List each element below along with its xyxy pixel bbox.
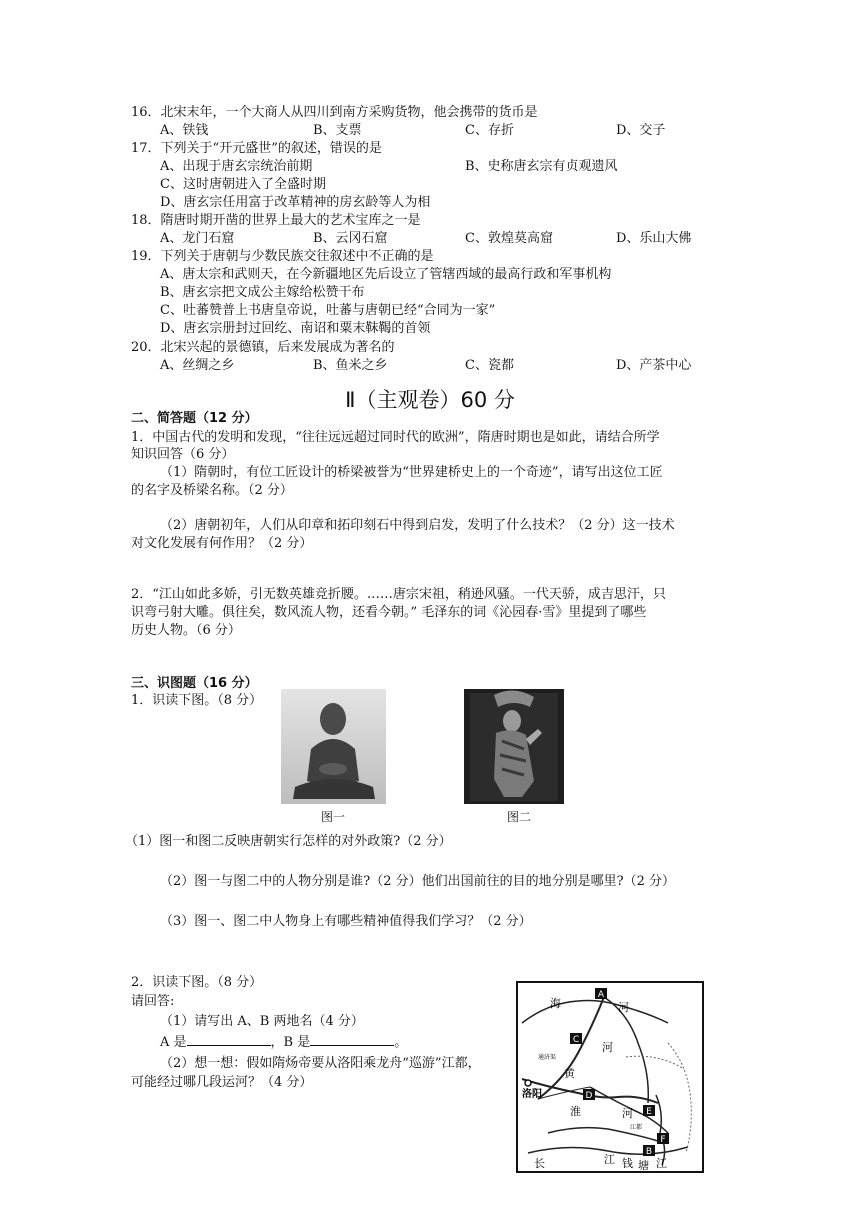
figure-one-caption: 图一 <box>321 810 346 824</box>
map-marker-b <box>643 1145 655 1157</box>
q16-option-b: B、支票 <box>313 123 362 138</box>
q16-option-d: D、交子 <box>616 123 666 138</box>
map-marker-d <box>583 1089 595 1101</box>
map-label-jiang: 江 <box>604 1153 615 1166</box>
q17-option-a: A、出现于唐玄宗统治前期 <box>160 159 313 174</box>
q19-stem: 19．下列关于唐朝与少数民族交往叙述中不正确的是 <box>131 249 434 264</box>
sa-q1-sub1-line2: 的名字及桥梁名称。（2 分） <box>131 483 293 498</box>
q20-option-c: C、瓷都 <box>465 358 514 373</box>
pq-q2-label: 2．识读下图。（8 分） <box>131 975 263 990</box>
map-label-tang: 塘 <box>638 1159 649 1171</box>
map-label-jiang2: 江 <box>656 1157 667 1170</box>
q18-option-d: D、乐山大佛 <box>616 231 692 246</box>
pq-q2-sub2-line1: （2）想一想：假如隋炀帝要从洛阳乘龙舟“巡游”江都， <box>160 1056 481 1071</box>
blank-a[interactable] <box>187 1033 271 1046</box>
map-label-huai: 淮 <box>570 1105 581 1118</box>
pq-q1-label: 1．识读下图。（8 分） <box>131 693 263 708</box>
q19-option-a: A、唐太宗和武则天，在今新疆地区先后设立了管辖西域的最高行政和军事机构 <box>160 267 612 282</box>
map-marker-e <box>643 1105 655 1117</box>
q17-option-d: D、唐玄宗任用富于改革精神的房玄龄等人为相 <box>160 195 431 210</box>
q19-option-d: D、唐玄宗册封过回纥、南诏和粟末靺鞨的首领 <box>160 321 431 336</box>
q18-option-b: B、云冈石窟 <box>313 231 388 246</box>
map-label-chang: 长 <box>534 1157 545 1170</box>
blank-end: 。 <box>394 1035 408 1050</box>
pq-q1-sub1: （1）图一和图二反映唐朝实行怎样的对外政策?（2 分） <box>125 834 452 849</box>
q20-option-d: D、产茶中心 <box>616 358 692 373</box>
q17-stem: 17．下列关于“开元盛世”的叙述，错误的是 <box>131 141 382 156</box>
sa-q1-line2: 知识回答（6 分） <box>131 447 235 462</box>
q18-option-a: A、龙门石窟 <box>160 231 235 246</box>
sa-q1-sub2-line2: 对文化发展有何作用？（2 分） <box>131 536 313 551</box>
svg-text:F: F <box>660 1135 666 1145</box>
map-label-he3: 河 <box>622 1107 633 1120</box>
map-label-huang: 黄 <box>564 1067 575 1080</box>
pq-q1-sub3: （3）图一、图二中人物身上有哪些精神值得我们学习？（2 分） <box>160 914 532 929</box>
q18-option-c: C、敦煌莫高窟 <box>465 231 553 246</box>
map-label-qian: 钱 <box>622 1157 633 1170</box>
q17-option-b: B、史称唐玄宗有贞观遗风 <box>465 159 618 174</box>
q19-option-b: B、唐玄宗把文成公主嫁给松赞干布 <box>160 285 365 300</box>
map-label-hai: 海 <box>550 997 561 1010</box>
pq-q2-prompt: 请回答: <box>131 994 175 1009</box>
map-label-jiangdu: 江都 <box>630 1124 643 1131</box>
map-label-he2: 河 <box>602 1041 613 1054</box>
picture-heading: 三、识图题（16 分） <box>131 676 258 691</box>
figure-two-image <box>464 689 564 804</box>
blank-b-label: ，B 是 <box>270 1035 311 1050</box>
blank-a-label: A 是 <box>160 1035 187 1050</box>
blank-b[interactable] <box>310 1033 394 1046</box>
figure-two-caption: 图二 <box>507 810 532 824</box>
q16-stem: 16．北宋末年，一个大商人从四川到南方采购货物，他会携带的货币是 <box>131 105 538 120</box>
sa-q2-line3: 历史人物。（6 分） <box>131 623 241 638</box>
sa-q1-line1: 1．中国古代的发明和发现，“往往远远超过同时代的欧洲”，隋唐时期也是如此，请结合所学 <box>131 430 660 445</box>
sa-q1-sub1-line1: （1）隋朝时，有位工匠设计的桥梁被誉为“世界建桥史上的一个奇迹”，请写出这位工匠 <box>160 465 663 480</box>
q16-option-c: C、存折 <box>465 123 514 138</box>
pq-q2-sub1: （1）请写出 A、B 两地名（4 分） <box>160 1014 364 1029</box>
svg-text:B: B <box>645 1147 653 1157</box>
q17-option-c: C、这时唐朝进入了全盛时期 <box>160 177 326 192</box>
q20-stem: 20．北宋兴起的景德镇，后来发展成为著名的 <box>131 340 395 355</box>
pq-q1-sub2: （2）图一与图二中的人物分别是谁?（2 分）他们出国前往的目的地分别是哪里?（2 分） <box>160 874 676 889</box>
q20-option-a: A、丝绸之乡 <box>160 358 235 373</box>
short-answer-heading: 二、简答题（12 分） <box>131 411 258 426</box>
map-marker-c <box>570 1033 582 1045</box>
figure-one-image <box>281 689 386 804</box>
map-label-luoyang: 洛阳 <box>522 1089 542 1100</box>
map-marker-a <box>595 988 607 1000</box>
map-label-tongji: 通济渠 <box>538 1054 557 1061</box>
pq-q2-blanks <box>160 1033 407 1052</box>
q16-option-a: A、铁钱 <box>160 123 209 138</box>
svg-text:C: C <box>572 1035 580 1045</box>
section-title: Ⅱ（主观卷）60 分 <box>345 388 515 412</box>
svg-text:D: D <box>585 1091 593 1101</box>
q19-option-c: C、吐蕃赞普上书唐皇帝说，吐蕃与唐朝已经“合同为一家” <box>160 303 496 318</box>
q18-stem: 18．隋唐时期开凿的世界上最大的艺术宝库之一是 <box>131 213 421 228</box>
sa-q2-line2: 识弯弓射大雕。俱往矣，数风流人物，还看今朝。” 毛泽东的词《沁园春·雪》里提到了哪些 <box>131 605 647 620</box>
map-label-he1: 河 <box>618 1001 629 1014</box>
canal-map <box>516 981 704 1173</box>
svg-text:E: E <box>646 1107 652 1117</box>
sa-q2-line1: 2．“江山如此多娇，引无数英雄竞折腰。……唐宗宋祖，稍逊风骚。一代天骄，成吉思汗，只 <box>131 587 666 602</box>
pq-q2-sub2-line2: 可能经过哪几段运河？（4 分） <box>131 1075 313 1090</box>
map-marker-f <box>657 1133 669 1145</box>
q20-option-b: B、鱼米之乡 <box>313 358 388 373</box>
svg-text:A: A <box>597 990 605 1000</box>
sa-q1-sub2-line1: （2）唐朝初年，人们从印章和拓印刻石中得到启发，发明了什么技术？（2 分）这一技术 <box>160 518 675 533</box>
